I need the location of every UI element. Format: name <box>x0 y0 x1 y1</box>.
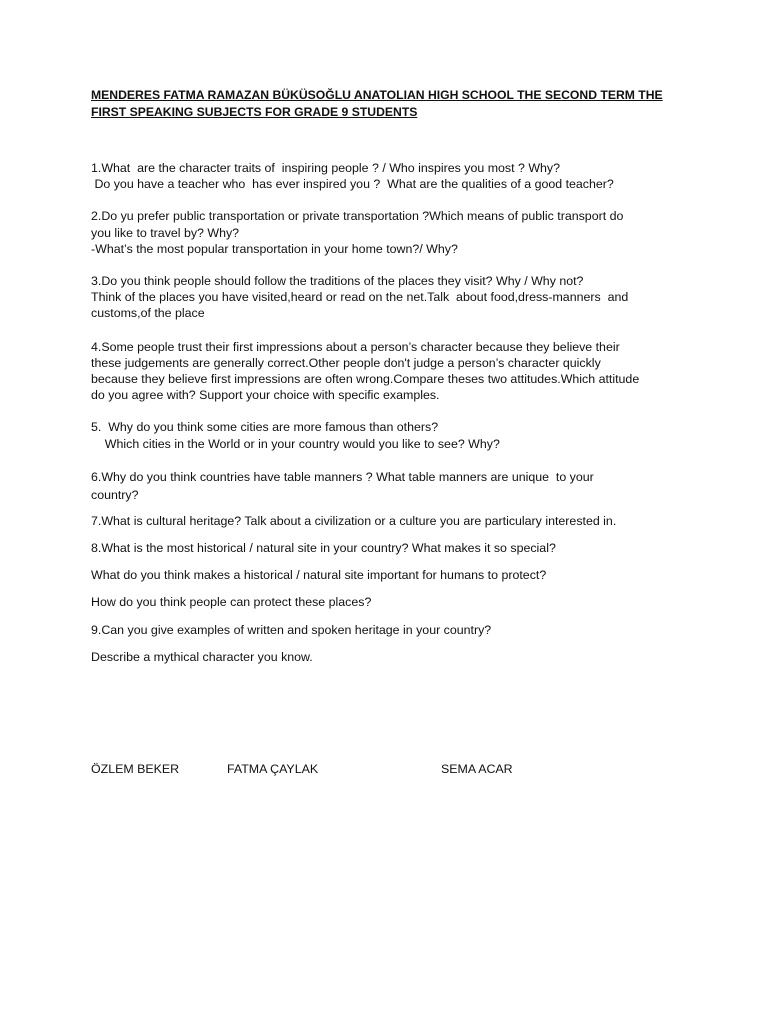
document-title <box>91 87 691 120</box>
question-4-line-2: these judgements are generally correct.Other people don't judge a person’s character quickly <box>91 355 601 370</box>
question-4 <box>91 339 691 404</box>
question-2-line-2: you like to travel by? Why? <box>91 225 240 240</box>
question-2-line-3: -What’s the most popular transportation in your home town?/ Why? <box>91 241 458 256</box>
question-6 <box>91 468 691 504</box>
question-5-line-1: 5. Why do you think some cities are more famous than others? <box>91 420 439 435</box>
question-7-line-1: 7.What is cultural heritage? Talk about a civilization or a culture you are particulary interested in. <box>91 513 617 528</box>
question-4-line-4: do you agree with? Support your choice with specific examples. <box>91 388 440 403</box>
question-3 <box>91 273 691 322</box>
question-2-line-1: 2.Do yu prefer public transportation or private transportation ?Which means of public transport do <box>91 209 624 224</box>
signature-name-1: ÖZLEM BEKER <box>91 762 180 776</box>
signature-name-2: FATMA ÇAYLAK <box>227 762 319 776</box>
question-7 <box>91 513 691 529</box>
question-5 <box>91 419 691 451</box>
title-line-1: MENDERES FATMA RAMAZAN BÜKÜSOĞLU ANATOLIAN HIGH SCHOOL THE SECOND TERM THE <box>91 88 663 102</box>
question-6-line-1: 6.Why do you think countries have table manners ? What table manners are unique to your <box>91 469 594 484</box>
question-6-line-2: country? <box>91 487 139 502</box>
question-8 <box>91 540 691 611</box>
question-9-line-2: Describe a mythical character you know. <box>91 649 313 664</box>
question-9 <box>91 622 691 665</box>
question-8-line-1: 8.What is the most historical / natural site in your country? What makes it so special? <box>91 541 556 556</box>
document-page <box>91 87 691 665</box>
question-3-line-3: customs,of the place <box>91 306 205 321</box>
question-8-line-2: What do you think makes a historical / natural site important for humans to protect? <box>91 568 547 583</box>
question-4-line-3: because they believe first impressions are often wrong.Compare theses two attitudes.Which attitude <box>91 372 640 387</box>
question-5-line-2: Which cities in the World or in your country would you like to see? Why? <box>91 436 500 451</box>
question-4-line-1: 4.Some people trust their first impressions about a person’s character because they believe their <box>91 339 620 354</box>
question-2 <box>91 208 691 257</box>
title-line-2: FIRST SPEAKING SUBJECTS FOR GRADE 9 STUDENTS <box>91 104 418 119</box>
question-8-line-3: How do you think people can protect these places? <box>91 595 372 610</box>
signature-name-3: SEMA ACAR <box>441 762 513 776</box>
question-1 <box>91 160 691 192</box>
question-1-line-2: Do you have a teacher who has ever inspired you ? What are the qualities of a good teacher? <box>91 177 614 192</box>
question-3-line-1: 3.Do you think people should follow the traditions of the places they visit? Why / Why not? <box>91 274 584 289</box>
question-1-line-1: 1.What are the character traits of inspiring people ? / Who inspires you most ? Why? <box>91 161 560 175</box>
question-9-line-1: 9.Can you give examples of written and spoken heritage in your country? <box>91 622 492 637</box>
question-3-line-2: Think of the places you have visited,heard or read on the net.Talk about food,dress-manners and <box>91 290 629 305</box>
